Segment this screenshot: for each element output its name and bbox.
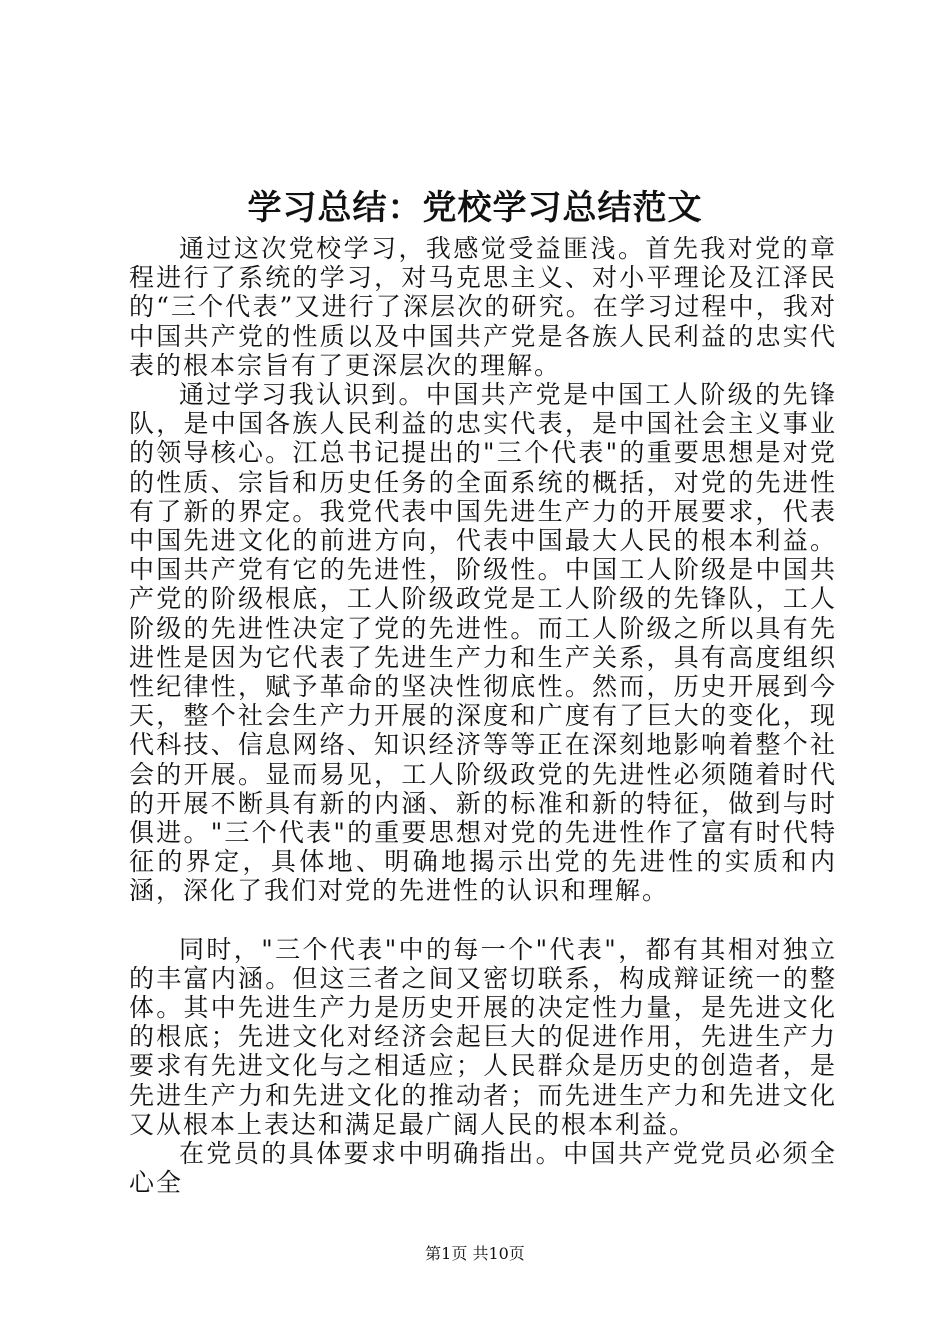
paragraph-4: 在党员的具体要求中明确指出。中国共产党党员必须全心全	[129, 1139, 837, 1198]
page-number-footer: 第1页 共10页	[425, 1244, 525, 1263]
document-title: 学习总结：党校学习总结范文	[247, 188, 703, 228]
paragraph-3: 同时，"三个代表"中的每一个"代表"，都有其相对独立的丰富内涵。但这三者之间又密切联系，构成辩证统一的整体。其中先进生产力是历史开展的决定性力量，是先进文化的根底；先进文化对经济会起巨大的促进作用，先进生产力要求有先进文化与之相适应；人民群众是历史的创造者，是先进生产力和先进文化的推动者；而先进生产力和先进文化又从根本上表达和满足最广阔人民的根本利益。	[129, 934, 837, 1139]
document-body	[129, 234, 837, 1198]
paragraph-1: 通过这次党校学习，我感觉受益匪浅。首先我对党的章程进行了系统的学习，对马克思主义、对小平理论及江泽民的“三个代表”又进行了深层次的研究。在学习过程中，我对中国共产党的性质以及中国共产党是各族人民利益的忠实代表的根本宗旨有了更深层次的理解。	[129, 234, 837, 380]
paragraph-2: 通过学习我认识到。中国共产党是中国工人阶级的先锋队，是中国各族人民利益的忠实代表，是中国社会主义事业的领导核心。江总书记提出的"三个代表"的重要思想是对党的性质、宗旨和历史任务的全面系统的概括，对党的先进性有了新的界定。我党代表中国先进生产力的开展要求，代表中国先进文化的前进方向，代表中国最大人民的根本利益。中国共产党有它的先进性，阶级性。中国工人阶级是中国共产党的阶级根底，工人阶级政党是工人阶级的先锋队，工人阶级的先进性决定了党的先进性。而工人阶级之所以具有先进性是因为它代表了先进生产力和生产关系，具有高度组织性纪律性，赋予革命的坚决性彻底性。然而，历史开展到今天，整个社会生产力开展的深度和广度有了巨大的变化，现代科技、信息网络、知识经济等等正在深刻地影响着整个社会的开展。显而易见，工人阶级政党的先进性必须随着时代的开展不断具有新的内涵、新的标准和新的特征，做到与时俱进。"三个代表"的重要思想对党的先进性作了富有时代特征的界定，具体地、明确地揭示出党的先进性的实质和内涵，深化了我们对党的先进性的认识和理解。	[129, 380, 837, 906]
